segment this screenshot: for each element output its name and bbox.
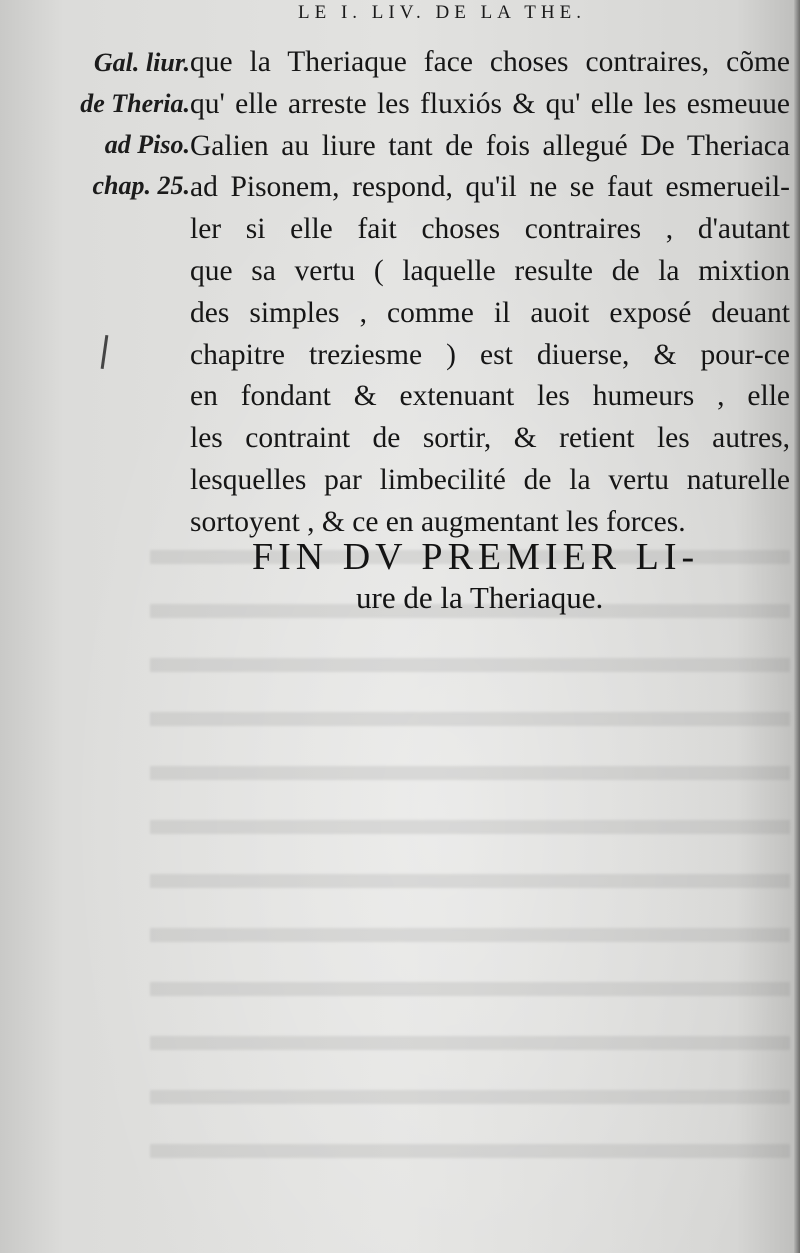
running-head: LE I. LIV. DE LA THE. (298, 2, 586, 23)
text-line: sortoyent , & ce en augmentant les forces. (190, 505, 686, 538)
margin-note-line: chap. 25. (92, 171, 190, 200)
text-line: que sa vertu ( laquelle resulte de la mixtion (190, 254, 790, 287)
text-line: des simples , comme il auoit exposé deuant (190, 296, 790, 329)
text-line: en fondant & extenuant les humeurs , elle (190, 380, 790, 413)
text-line: que la Theriaque face choses contraires, cõme (190, 46, 790, 78)
ink-stroke-mark (101, 335, 109, 369)
text-line: ler si elle fait choses contraires , d'autant (190, 213, 790, 246)
margin-note-line: de Theria. (80, 89, 190, 118)
text-line: lesquelles par limbecilité de la vertu naturelle (190, 463, 790, 496)
text-line: ad Pisonem, respond, qu'il ne se faut esmerueil- (190, 171, 790, 204)
margin-note-line: Gal. liur. (93, 48, 190, 77)
text-line: les contraint de sortir, & retient les autres, (190, 422, 790, 455)
text-line: Galien au liure tant de fois allegué De Theriaca (190, 129, 790, 162)
page-edge-shadow (794, 0, 800, 1253)
margin-note-line: ad Piso. (104, 130, 190, 159)
colophon-title: FIN DV PREMIER LI- (252, 536, 700, 578)
text-line: qu' elle arreste les fluxiós & qu' elle les esmeuue (190, 87, 790, 120)
margin-notes (40, 42, 190, 206)
main-text-block (190, 42, 790, 544)
colophon-subtitle: ure de la Theriaque. (356, 580, 604, 615)
text-line: chapitre treziesme ) est diuerse, & pour-ce (190, 338, 790, 371)
